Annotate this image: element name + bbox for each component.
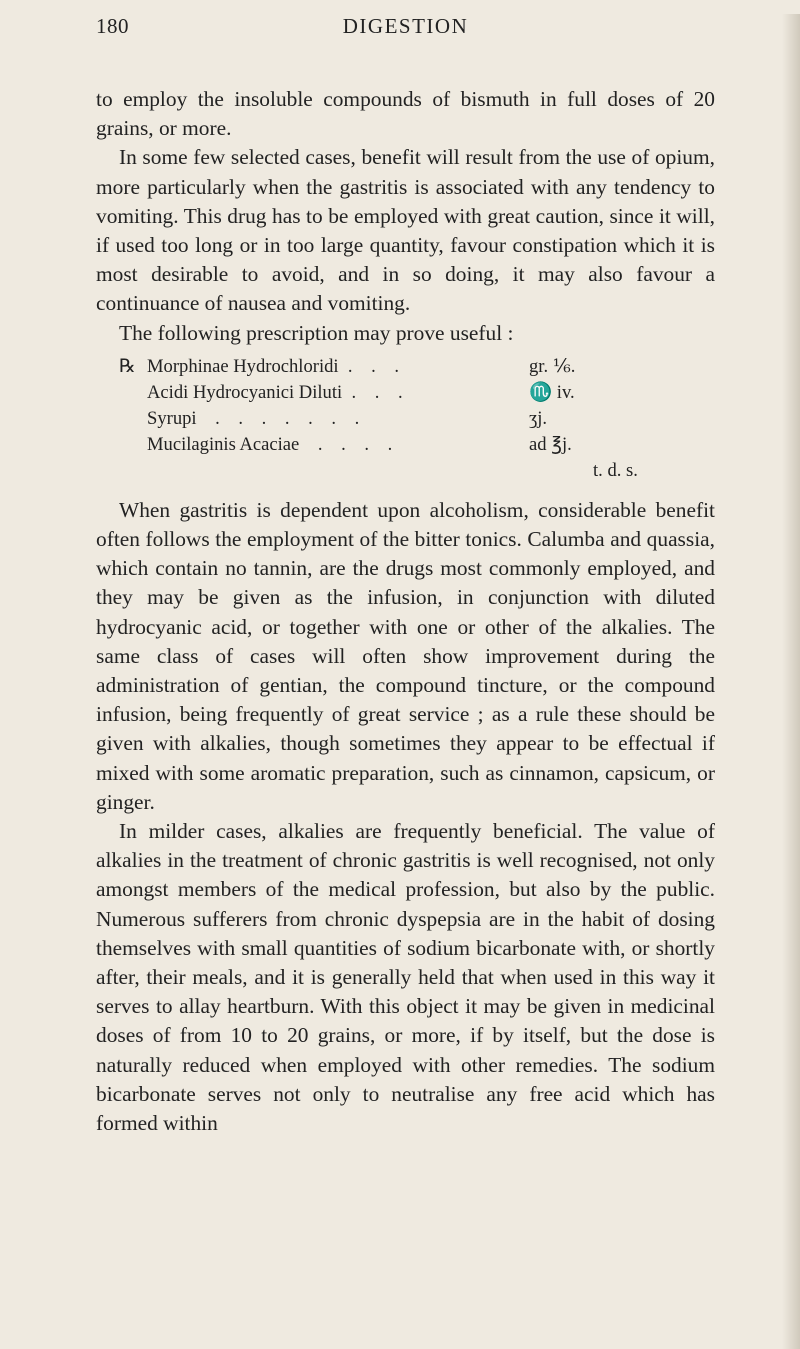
ingredient-dose: gr. ⅙.	[529, 355, 576, 377]
recipe-symbol: ℞	[119, 355, 136, 377]
paragraph-5: In milder cases, alkalies are frequently beneficial. The value of alkalies in the treatment of chronic gastritis is well recognised, not only amongst members of the medical profession, but also by the public. Numerous sufferers from chronic dyspepsia are in the habit of dosing themselves with small quantities of sodium bicarbonate with, or shortly after, their meals, and it is generally held that when used in this way it serves to allay heartburn. With this object it may be given in medicinal doses of from 10 to 20 grains, or more, if by itself, but the dose is naturally reduced when employed with other remedies. The sodium bicarbonate serves not only to neutralise any free acid which has formed within	[96, 819, 715, 1136]
ingredient-dose: ad ℥j.	[529, 433, 572, 455]
ingredient-dose: ♏ iv.	[529, 381, 575, 403]
prescription	[119, 354, 715, 484]
ingredient-dose: ʒj.	[529, 407, 548, 429]
paragraph-2: In some few selected cases, benefit will result from the use of opium, more particularly when the gastritis is associated with any tendency to vomiting. This drug has to be employed with great caution, since it will, if used too long or in too large quantity, favour constipation which it is most desirable to avoid, and in so doing, it may also favour a continuance of nausea and vomiting.	[96, 145, 715, 316]
running-head: DIGESTION	[342, 14, 469, 38]
page-edge-shadow	[782, 14, 800, 1349]
prescription-row	[119, 406, 715, 432]
prescription-row	[119, 432, 715, 458]
book-page	[0, 14, 800, 1349]
page-number: 180	[96, 14, 129, 38]
page-header	[96, 14, 715, 66]
ingredient-name: Syrupi . . . . . . .	[147, 407, 360, 429]
ingredient-name: Acidi Hydrocyanici Diluti . . .	[147, 381, 403, 403]
ingredient-name: Morphinae Hydrochloridi . . .	[147, 355, 400, 377]
prescription-directions: t. d. s.	[593, 459, 638, 481]
paragraph-1: to employ the insoluble compounds of bismuth in full doses of 20 grains, or more.	[96, 87, 715, 141]
ingredient-name: Mucilaginis Acaciae . . . .	[147, 433, 393, 455]
prescription-row	[119, 354, 715, 380]
paragraph-3: The following prescription may prove useful :	[119, 320, 514, 345]
prescription-row	[119, 380, 715, 406]
paragraph-4: When gastritis is dependent upon alcoholism, considerable benefit often follows the employment of the bitter tonics. Calumba and quassia, which contain no tannin, are the drugs most commonly employed, and they may be given as the infusion, in conjunction with diluted hydrocyanic acid, or together with one or other of the alkalies. The same class of cases will often show improvement during the administration of gentian, the compound tincture, or the compound infusion, being frequently of great service ; as a rule these should be given with alkalies, though sometimes they appear to be effectual if mixed with some aromatic preparation, such as cinnamon, capsicum, or ginger.	[96, 497, 715, 814]
